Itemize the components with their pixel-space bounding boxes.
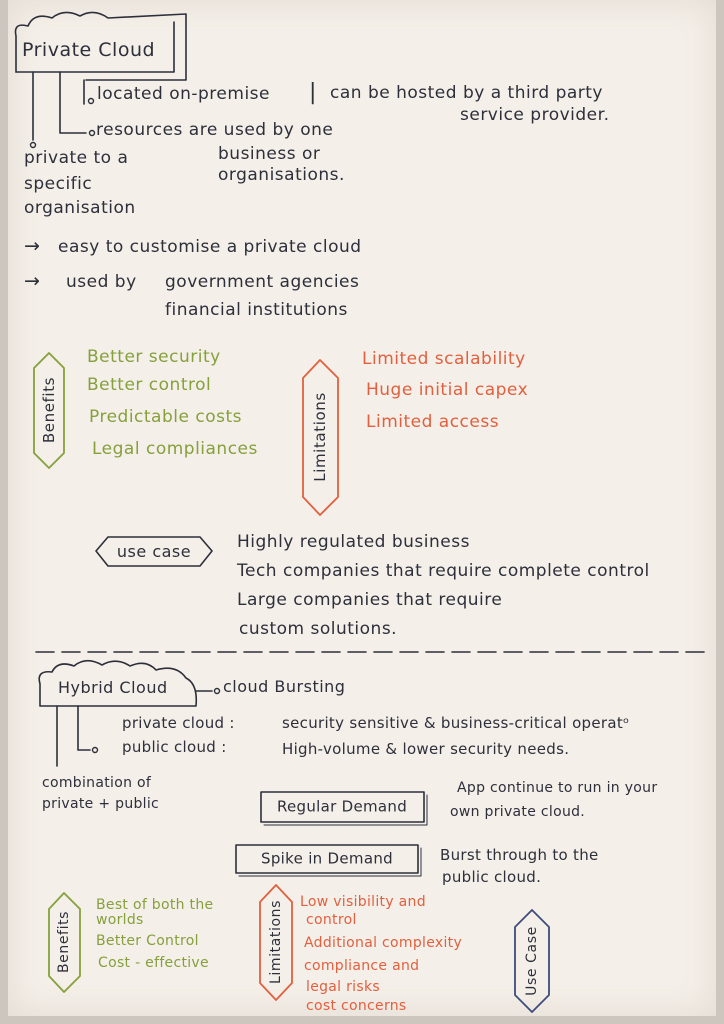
public-cloud-value: High-volume & lower security needs.	[282, 740, 570, 758]
resources-note-line-2: business or	[218, 144, 321, 164]
private-cloud-title: Private Cloud	[22, 39, 156, 61]
hybrid-limitation-item: Additional complexity	[304, 935, 463, 951]
hybrid-limitation-item: legal risks	[306, 979, 380, 995]
benefit-item: Legal compliances	[92, 439, 258, 459]
hosted-note-line-1: can be hosted by a third party	[330, 83, 603, 103]
combination-note-line-1: combination of	[42, 775, 152, 791]
cloud-bursting-note: cloud Bursting	[223, 677, 346, 696]
benefit-item: Better security	[87, 347, 221, 367]
used-by-item: financial institutions	[165, 300, 348, 320]
use-case-item: custom solutions.	[239, 619, 398, 639]
arrow-icon: →	[24, 235, 41, 257]
hybrid-cloud-title: Hybrid Cloud	[58, 678, 168, 697]
private-to-line-1: private to a	[24, 148, 129, 168]
regular-demand-text-line-1: App continue to run in your	[457, 780, 658, 796]
used-by-label: used by	[66, 272, 137, 292]
hybrid-limitation-item: cost concerns	[306, 998, 407, 1014]
limitation-item: Limited scalability	[362, 349, 526, 369]
connector-dot-resources	[90, 131, 95, 136]
resources-note-line-3: organisations.	[218, 165, 345, 185]
customise-note: easy to customise a private cloud	[58, 237, 362, 257]
used-by-item: government agencies	[165, 272, 360, 292]
use-case-tag-label: use case	[116, 541, 192, 561]
hybrid-benefit-item: worlds	[96, 912, 144, 928]
hosted-note-line-2: service provider.	[460, 105, 610, 125]
private-cloud-label: private cloud :	[122, 714, 235, 732]
connector-dot-located	[89, 99, 94, 104]
benefit-item: Predictable costs	[89, 407, 242, 427]
private-to-line-2: specific	[24, 174, 93, 194]
hybrid-benefits-tag-label: Benefits	[56, 910, 72, 974]
limitations-tag-label: Limitations	[311, 392, 329, 482]
public-cloud-label: public cloud :	[122, 738, 227, 756]
limitation-item: Limited access	[366, 412, 500, 432]
private-cloud-value: security sensitive & business-critical operatᵒ	[282, 714, 630, 732]
hybrid-benefit-item: Better Control	[96, 933, 199, 949]
hybrid-benefit-item: Cost - effective	[98, 955, 209, 971]
regular-demand-text-line-2: own private cloud.	[450, 804, 586, 820]
use-case-item: Highly regulated business	[237, 532, 470, 552]
hybrid-use-case-tag-label: Use Case	[524, 926, 540, 996]
located-on-premise-note: located on-premise	[97, 84, 270, 104]
benefit-item: Better control	[87, 375, 212, 395]
benefits-tag-label: Benefits	[40, 376, 58, 444]
private-to-line-3: organisation	[24, 198, 136, 218]
limitation-item: Huge initial capex	[366, 380, 529, 400]
connector-dot-bursting	[215, 689, 220, 694]
connector-public-cloud	[78, 706, 90, 750]
hybrid-limitations-tag-label: Limitations	[268, 900, 284, 984]
combination-note-line-2: private + public	[42, 796, 160, 812]
connector-dot-private-to	[31, 143, 36, 148]
hybrid-benefit-item: Best of both the	[96, 897, 214, 913]
regular-demand-label: Regular Demand	[276, 797, 408, 816]
use-case-item: Large companies that require	[237, 590, 503, 610]
hybrid-limitation-item: control	[306, 912, 357, 928]
resources-note-line-1: resources are used by one	[96, 120, 334, 140]
arrow-icon: →	[24, 270, 41, 292]
spike-demand-label: Spike in Demand	[261, 849, 393, 868]
connector-dot-public-cloud	[93, 748, 98, 753]
spike-demand-text-line-1: Burst through to the	[440, 846, 599, 864]
hybrid-limitation-item: compliance and	[304, 958, 420, 974]
use-case-item: Tech companies that require complete control	[237, 561, 650, 581]
hybrid-limitation-item: Low visibility and	[300, 894, 426, 910]
separator-bar: |	[309, 80, 317, 105]
connector-resources	[60, 72, 86, 133]
spike-demand-text-line-2: public cloud.	[442, 868, 542, 886]
